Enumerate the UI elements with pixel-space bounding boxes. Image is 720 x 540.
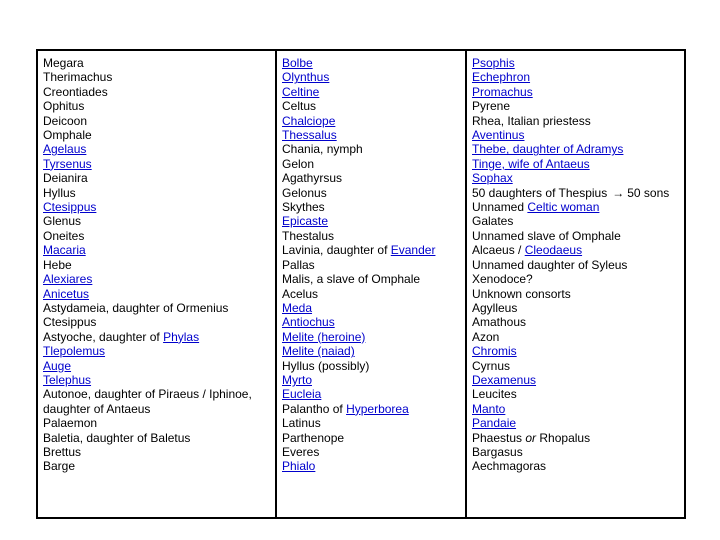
table-row [43,459,270,473]
name-text: Unnamed daughter of Syleus [472,257,628,272]
name-text: Celtus [282,99,317,114]
name-link[interactable]: Chromis [472,344,517,359]
column-1 [38,51,277,517]
name-text: Unnamed slave of Omphale [472,228,621,243]
table-row [43,85,270,99]
name-text: Omphale [43,128,92,143]
table-row [282,258,460,272]
table-row [282,243,460,257]
table-row [282,186,460,200]
table-row [282,200,460,214]
table-row [472,287,679,301]
table-row [43,157,270,171]
name-link[interactable]: Phylas [163,329,200,344]
name-text: or [525,430,537,445]
name-text: Pyrene [472,99,511,114]
table-row [282,114,460,128]
table-row [282,171,460,185]
table-row [282,214,460,228]
table-row [43,142,270,156]
name-text: Glenus [43,214,82,229]
name-text: Parthenope [282,430,345,445]
table-row [472,445,679,459]
table-row [472,56,679,70]
name-text: Therimachus [43,70,113,85]
name-link[interactable]: Melite (naiad) [282,344,355,359]
table-row [472,243,679,257]
table-row [282,459,460,473]
name-link[interactable]: Evander [390,243,436,258]
table-row [43,258,270,272]
table-row [43,387,270,416]
table-row [43,214,270,228]
name-link[interactable]: Celtic woman [527,200,600,215]
name-text: Cyrnus [472,358,511,373]
name-text: Brettus [43,444,82,459]
table-row [282,359,460,373]
table-row [43,416,270,430]
table-row [43,431,270,445]
name-text: Baletia, daughter of Baletus [43,430,191,445]
table-row [472,459,679,473]
name-text: Amathous [472,315,527,330]
name-link[interactable]: Auge [43,358,72,373]
table-row [43,344,270,358]
table-row [472,171,679,185]
name-link[interactable]: Aventinus [472,128,525,143]
table-row [43,287,270,301]
table-row [472,157,679,171]
table-row [472,330,679,344]
name-link[interactable]: Pandaie [472,416,517,431]
name-text: Ophitus [43,99,85,114]
name-text: Lavinia, daughter of [282,243,391,258]
table-row [282,157,460,171]
name-text: Azon [472,329,500,344]
name-text: Gelon [282,156,315,171]
table-row [43,445,270,459]
table-row [472,359,679,373]
table-row [282,287,460,301]
name-text: Hyllus [43,185,76,200]
name-link[interactable]: Dexamenus [472,372,537,387]
table-row [472,128,679,142]
table-row [282,315,460,329]
name-link[interactable]: Sophax [472,171,513,186]
table-row [282,56,460,70]
name-link[interactable]: Antiochus [282,315,335,330]
table-row [472,315,679,329]
table-row [43,301,270,315]
table-row [282,416,460,430]
table-row [472,229,679,243]
table-row [43,70,270,84]
table-row [43,359,270,373]
name-text: Autonoe, daughter of Piraeus / Iphinoe, daughter of Antaeus [43,387,252,416]
name-link[interactable]: Eucleia [282,387,322,402]
table-row [43,272,270,286]
table-row [472,70,679,84]
name-text: Chania, nymph [282,142,363,157]
name-text: Astydameia, daughter of Ormenius [43,300,229,315]
table-row [282,431,460,445]
name-link[interactable]: Tinge, wife of Antaeus [472,156,590,171]
table-row [282,272,460,286]
name-text: Galates [472,214,514,229]
name-link[interactable]: Agelaus [43,142,87,157]
table-row [472,344,679,358]
name-text: Hyllus (possibly) [282,358,370,373]
name-link[interactable]: Celtine [282,84,320,99]
table-row [43,114,270,128]
name-text: Acelus [282,286,319,301]
name-link[interactable]: Tyrsenus [43,156,92,171]
name-link[interactable]: Promachus [472,84,533,99]
table-row [282,99,460,113]
table-row [43,315,270,329]
name-text: Hebe [43,257,72,272]
name-text: 50 sons [627,185,670,200]
table-row [43,186,270,200]
table-row [43,128,270,142]
name-link[interactable]: Epicaste [282,214,329,229]
table-row [282,229,460,243]
name-text: Unknown consorts [472,286,571,301]
name-link[interactable]: Tlepolemus [43,344,106,359]
table-row [472,214,679,228]
table-row [282,445,460,459]
name-text: Agylleus [472,300,518,315]
table-row [282,85,460,99]
name-text: Malis, a slave of Omphale [282,272,421,287]
name-link[interactable]: Anicetus [43,286,90,301]
name-text: Rhopalus [536,430,591,445]
name-text: Rhea, Italian priestess [472,113,591,128]
table-row [43,243,270,257]
name-text: Pallas [282,257,315,272]
name-text: Creontiades [43,84,108,99]
name-link[interactable]: Cleodaeus [524,243,583,258]
table-row [43,373,270,387]
name-link[interactable]: Olynthus [282,70,330,85]
name-text: Thestalus [282,228,335,243]
name-text: Palaemon [43,416,98,431]
table-row [282,373,460,387]
table-row [282,301,460,315]
table-row [43,56,270,70]
name-text: Deicoon [43,113,88,128]
table-row [472,142,679,156]
table-row [472,258,679,272]
name-text: Alcaeus / [472,243,525,258]
name-text: Barge [43,459,76,474]
name-text: Everes [282,444,320,459]
name-text: Palantho of [282,401,347,416]
name-text: Bargasus [472,444,523,459]
table-row [472,416,679,430]
consorts-table [36,49,686,519]
name-text: Xenodoce? [472,272,533,287]
name-text: Skythes [282,200,325,215]
column-2 [277,51,467,517]
name-link[interactable]: Thessalus [282,128,337,143]
name-link[interactable]: Alexiares [43,272,93,287]
name-link[interactable]: Echephron [472,70,531,85]
name-link[interactable]: Chalciope [282,113,336,128]
name-link[interactable]: Phialo [282,459,316,474]
name-text: Leucites [472,387,517,402]
table-row [472,114,679,128]
name-link[interactable]: Hyperborea [346,401,409,416]
table-row [282,70,460,84]
name-text: Astyoche, daughter of [43,329,164,344]
table-row [282,330,460,344]
table-row [472,373,679,387]
name-link[interactable]: Telephus [43,372,92,387]
name-link[interactable]: Ctesippus [43,200,97,215]
table-row [472,402,679,416]
table-row [43,99,270,113]
name-link[interactable]: Meda [282,300,313,315]
name-link[interactable]: Myrto [282,372,312,387]
table-row [472,85,679,99]
table-row [43,330,270,344]
table-row [282,142,460,156]
table-row [43,171,270,185]
name-text: Phaestus [472,430,526,445]
table-row [472,431,679,445]
name-text: Latinus [282,416,321,431]
name-text: Agathyrsus [282,171,343,186]
table-row [472,387,679,401]
name-text: 50 daughters of Thespius [472,185,608,200]
name-link[interactable]: Psophis [472,56,515,70]
column-3 [467,51,684,517]
arrow-right-icon: → [612,185,625,200]
table-row [472,99,679,113]
name-link[interactable]: Manto [472,401,506,416]
name-text: Unnamed [472,200,528,215]
name-link[interactable]: Macaria [43,243,86,258]
name-text: Gelonus [282,185,327,200]
table-row [472,186,679,200]
name-text: Deianira [43,171,88,186]
name-link[interactable]: Thebe, daughter of Adramys [472,142,624,157]
table-row [472,301,679,315]
table-row [472,200,679,214]
table-row [282,344,460,358]
table-row [43,229,270,243]
table-row [472,272,679,286]
name-text: Megara [43,56,84,70]
table-row [282,402,460,416]
name-text: Ctesippus [43,315,97,330]
table-row [43,200,270,214]
name-text: Oneites [43,228,85,243]
table-row [282,387,460,401]
name-text: Aechmagoras [472,459,547,474]
name-link[interactable]: Melite (heroine) [282,329,366,344]
table-row [282,128,460,142]
name-link[interactable]: Bolbe [282,56,313,70]
